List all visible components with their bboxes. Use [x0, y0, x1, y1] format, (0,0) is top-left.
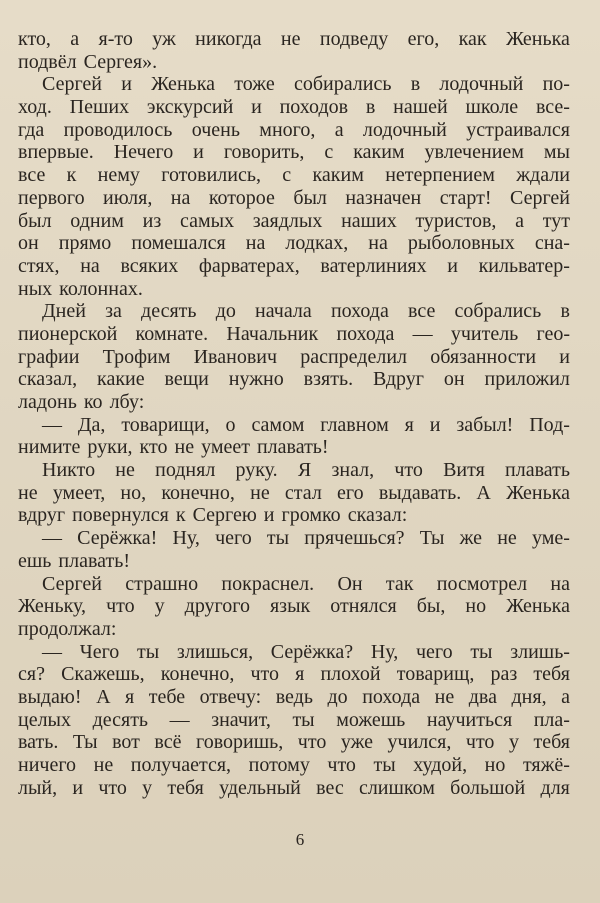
word: сказал: — [347, 504, 408, 527]
word: вдруг — [18, 504, 66, 527]
word: — — [412, 322, 433, 345]
word: Дней — [42, 300, 86, 323]
word: никогда — [195, 28, 262, 50]
word: отнялся — [330, 595, 397, 618]
word: уже — [340, 731, 374, 754]
text-line — [18, 210, 570, 233]
word: в — [560, 300, 570, 323]
word: — — [42, 527, 62, 550]
word: руку. — [235, 459, 278, 482]
word: кильватер- — [478, 254, 570, 277]
word: готовились, — [161, 164, 261, 187]
word: о — [225, 413, 236, 436]
word: графии — [18, 345, 80, 368]
word: другого — [184, 595, 250, 618]
word: ся? — [18, 663, 45, 686]
word: я — [404, 413, 414, 436]
word: Ну, — [172, 527, 200, 550]
word: кто, — [18, 28, 51, 50]
word: ты — [470, 640, 493, 663]
word: лбу: — [109, 391, 145, 413]
word: раз — [490, 663, 518, 686]
word: не — [93, 754, 114, 776]
word: я — [125, 685, 135, 708]
word: я-то — [98, 28, 133, 50]
word: сказал, — [18, 368, 78, 391]
word: Он — [337, 572, 363, 595]
text-line — [18, 119, 570, 142]
word: Сергей — [510, 186, 570, 209]
word: говорить, — [223, 141, 305, 164]
word: конечно, — [160, 663, 235, 686]
word: стал — [284, 481, 322, 504]
word: главном — [320, 413, 389, 436]
text-line — [18, 96, 570, 119]
word: все — [18, 164, 46, 187]
word: Женька — [505, 28, 570, 50]
word: нашей — [393, 96, 448, 119]
word: школе — [465, 96, 519, 119]
word: учился, — [387, 731, 452, 754]
word: получается, — [130, 754, 232, 776]
word: и — [193, 141, 204, 164]
word: нимите — [18, 436, 81, 459]
word: выдавать. — [378, 481, 462, 504]
word: целых — [18, 708, 71, 731]
word: до — [327, 685, 348, 708]
word: уме- — [531, 527, 570, 550]
word: у — [154, 595, 165, 618]
text-line — [18, 754, 570, 777]
text-line — [18, 414, 570, 437]
word: выдаю! — [18, 685, 82, 708]
word: его, — [407, 28, 440, 50]
text-line — [18, 777, 570, 800]
word: громко — [281, 504, 341, 527]
word: руки, — [87, 436, 133, 459]
word: он — [18, 232, 39, 255]
word: но — [484, 754, 506, 776]
word: фарватерах, — [198, 254, 300, 277]
word: до — [215, 300, 236, 323]
word: и — [251, 96, 262, 119]
word: конечно, — [161, 481, 235, 504]
word: как — [458, 28, 487, 50]
text-line — [18, 141, 570, 164]
word: что — [465, 731, 495, 754]
word: собрались — [454, 300, 542, 323]
word: с — [324, 141, 334, 164]
word: ешь — [18, 549, 52, 572]
word: повернулся — [72, 504, 169, 527]
word: Я — [297, 459, 312, 482]
word: подвёл — [18, 50, 77, 73]
word: и — [263, 504, 275, 527]
page-number: 6 — [295, 830, 305, 849]
word: по- — [542, 73, 570, 96]
word: рыболовных — [407, 232, 515, 255]
word: Витя — [443, 459, 485, 482]
word: у — [508, 731, 519, 754]
word: вот — [112, 731, 140, 754]
word: что — [394, 459, 423, 482]
word: обязанности — [430, 345, 537, 368]
text-line — [18, 686, 570, 709]
word: а — [70, 28, 80, 50]
text-line — [18, 255, 570, 278]
word: худой, — [413, 754, 468, 776]
word: нетерпением — [385, 164, 495, 187]
word: нему — [97, 164, 140, 187]
text-line — [18, 278, 570, 301]
word: тебя — [533, 663, 570, 686]
word: не — [250, 481, 270, 504]
word: уж — [152, 28, 176, 50]
word: Серёжка? — [270, 640, 354, 663]
word: Да, — [77, 413, 106, 436]
word: в — [365, 96, 376, 119]
word: много, — [259, 118, 316, 141]
word: на — [245, 232, 266, 255]
word: какие — [97, 368, 145, 391]
word: которое — [208, 186, 275, 209]
word: знал, — [331, 459, 375, 482]
word: — — [169, 708, 190, 731]
word: удельный — [219, 776, 301, 799]
word: что — [250, 663, 280, 686]
word: очень — [191, 118, 240, 141]
word: а — [515, 209, 525, 232]
word: на — [368, 232, 388, 255]
word: прячешься? — [304, 527, 405, 550]
text-line — [18, 595, 570, 618]
word: начала — [255, 300, 312, 323]
text-line — [18, 482, 570, 505]
word: умеет, — [52, 481, 106, 504]
word: Нечего — [113, 141, 174, 164]
word: похода — [362, 685, 421, 708]
word: ладонь — [18, 391, 77, 413]
word: потому — [248, 754, 310, 776]
word: первого — [18, 186, 85, 209]
word: покраснел. — [221, 572, 315, 595]
text-line — [18, 550, 570, 573]
word: Вдруг — [373, 368, 424, 391]
word: заядлых — [252, 209, 323, 232]
word: похода — [330, 300, 389, 323]
word: похода — [336, 322, 395, 345]
word: Под- — [529, 413, 570, 436]
word: Женька — [506, 595, 570, 618]
word: можешь — [336, 708, 406, 731]
word: комнате. — [135, 322, 209, 345]
word: вещи — [164, 368, 209, 391]
word: бы, — [416, 595, 446, 618]
word: проводилось — [63, 118, 173, 141]
word: ты — [137, 640, 160, 663]
word: всё — [154, 731, 182, 754]
text-line — [18, 663, 570, 686]
word: плавать — [505, 459, 570, 482]
word: что — [98, 776, 127, 799]
word: Ну, — [370, 640, 399, 663]
word: из — [142, 209, 162, 232]
word: ных — [18, 277, 53, 300]
word: ты — [292, 708, 315, 731]
word: два — [468, 685, 497, 708]
word: так — [385, 572, 414, 595]
word: и — [429, 413, 441, 436]
word: язык — [269, 595, 311, 618]
word: Трофим — [102, 345, 171, 368]
word: чего — [415, 640, 453, 663]
word: всяких — [120, 254, 179, 277]
word: его — [337, 481, 364, 504]
text-line — [18, 368, 570, 391]
word: за — [105, 300, 122, 323]
word: страшно — [125, 572, 199, 595]
word: тебя — [167, 776, 204, 799]
word: приложил — [484, 368, 570, 391]
word: Чего — [79, 640, 120, 663]
text-line — [18, 504, 570, 527]
text-line — [18, 28, 570, 51]
word: десять — [92, 708, 149, 731]
word: на — [550, 572, 570, 595]
word: взять. — [303, 368, 354, 391]
word: и — [72, 776, 84, 799]
word: научиться — [426, 708, 513, 731]
word: ватерлиниях — [320, 254, 427, 277]
word: пионерской — [18, 322, 118, 345]
word: учитель — [450, 322, 519, 345]
word: устраивался — [466, 118, 570, 141]
word: все- — [535, 96, 570, 119]
word: товарищ, — [396, 663, 475, 686]
word: гда — [18, 118, 45, 141]
word: у — [142, 776, 153, 799]
word: дня, — [511, 685, 547, 708]
word: ведь — [275, 685, 313, 708]
word: Сергея». — [83, 50, 158, 73]
word: лодках, — [285, 232, 349, 255]
word: походов — [279, 96, 349, 119]
word: был — [293, 186, 327, 209]
word: плавать! — [58, 549, 131, 572]
word: умеет — [201, 436, 250, 459]
text-line — [18, 51, 570, 74]
word: — — [42, 640, 62, 663]
word: ничего — [18, 754, 77, 776]
word: на — [170, 186, 191, 209]
word: на — [80, 254, 100, 277]
word: плавать! — [256, 436, 329, 459]
word: не — [497, 527, 517, 550]
word: в — [410, 73, 421, 96]
word: Сергею — [192, 504, 257, 527]
word: забыл! — [456, 413, 514, 436]
word: поднял — [155, 459, 216, 482]
word: что — [106, 595, 135, 618]
word: Пеших — [69, 96, 130, 119]
word: к — [66, 164, 77, 187]
word: к — [175, 504, 186, 527]
word: нужно — [228, 368, 284, 391]
word: лодочный — [439, 73, 524, 96]
text-line — [18, 232, 570, 255]
word: ты — [266, 527, 290, 550]
text-line — [18, 300, 570, 323]
word: злишься, — [176, 640, 254, 663]
word: — — [42, 413, 62, 436]
word: что — [297, 731, 327, 754]
word: слишком — [358, 776, 435, 799]
word: не — [280, 28, 301, 50]
text-line — [18, 164, 570, 187]
word: ждали — [516, 164, 570, 187]
word: тебя — [533, 731, 570, 754]
word: был — [18, 209, 52, 232]
word: но, — [120, 481, 147, 504]
word: я — [295, 663, 305, 686]
word: экскурсий — [146, 96, 234, 119]
word: товарищи, — [121, 413, 210, 436]
word: туристов, — [415, 209, 497, 232]
word: не — [115, 459, 135, 482]
word: прямо — [58, 232, 112, 255]
word: Никто — [42, 459, 96, 482]
word: и — [121, 73, 132, 96]
word: колоннах. — [59, 277, 143, 300]
word: сна- — [534, 232, 570, 255]
word: с — [282, 164, 292, 187]
word: же — [459, 527, 483, 550]
word: большой — [450, 776, 526, 799]
word: Ты — [72, 731, 98, 754]
text-line — [18, 641, 570, 664]
word: помешался — [131, 232, 226, 255]
word: Начальник — [226, 322, 319, 345]
word: ход. — [18, 96, 52, 119]
word: а — [561, 685, 570, 708]
text-line — [18, 346, 570, 369]
word: пла- — [533, 708, 570, 731]
word: и — [447, 254, 458, 277]
word: Женька — [151, 73, 216, 96]
text-line — [18, 187, 570, 210]
word: чего — [215, 527, 252, 550]
word: мы — [543, 141, 570, 164]
text-line — [18, 391, 570, 414]
word: злишь- — [510, 640, 570, 663]
text-line — [18, 618, 570, 641]
text-line — [18, 73, 570, 96]
word: десять — [141, 300, 197, 323]
word: ко — [83, 391, 103, 413]
text-line — [18, 436, 570, 459]
word: он — [443, 368, 465, 391]
word: наших — [341, 209, 397, 232]
word: тяжё- — [522, 754, 570, 776]
word: гео- — [536, 322, 570, 345]
word: Серёжка! — [77, 527, 158, 550]
word: не — [174, 436, 195, 459]
word: и — [559, 345, 570, 368]
word: но — [465, 595, 487, 618]
word: лый, — [18, 776, 58, 799]
word: все — [408, 300, 436, 323]
word: самых — [179, 209, 235, 232]
word: старт! — [439, 186, 492, 209]
word: А — [476, 481, 491, 504]
body-text — [18, 28, 570, 799]
word: Иванович — [193, 345, 278, 368]
word: увлечением — [424, 141, 524, 164]
word: а — [334, 118, 344, 141]
text-line — [18, 731, 570, 754]
text-line — [18, 573, 570, 596]
word: каким — [312, 164, 364, 187]
text-line — [18, 459, 570, 482]
word: июля, — [103, 186, 153, 209]
word: Женьку, — [18, 595, 87, 618]
text-line — [18, 709, 570, 732]
word: отвечу: — [199, 685, 262, 708]
word: не — [18, 481, 38, 504]
word: Сергей — [42, 572, 102, 595]
word: ты — [373, 754, 396, 776]
word: А — [96, 685, 111, 708]
word: лодочный — [362, 118, 447, 141]
word: собирались — [293, 73, 392, 96]
word: подведу — [319, 28, 389, 50]
word: для — [540, 776, 570, 799]
word: Сергей — [42, 73, 102, 96]
word: тут — [542, 209, 570, 232]
word: распределил — [300, 345, 408, 368]
word: впервые. — [18, 141, 94, 164]
text-line — [18, 323, 570, 346]
word: тебе — [148, 685, 186, 708]
word: не — [434, 685, 455, 708]
word: посмотрел — [436, 572, 528, 595]
word: продолжал: — [18, 617, 117, 640]
word: Ты — [419, 527, 445, 550]
word: каким — [353, 141, 405, 164]
word: плохой — [320, 663, 381, 686]
word: что — [327, 754, 356, 776]
word: Скажешь, — [61, 663, 145, 686]
word: значит, — [211, 708, 271, 731]
text-line — [18, 527, 570, 550]
word: вать. — [18, 731, 59, 754]
word: назначен — [345, 186, 422, 209]
word: кто — [139, 436, 168, 459]
word: говоришь, — [196, 731, 284, 754]
word: тоже — [234, 73, 275, 96]
word: вес — [316, 776, 344, 799]
word: одним — [70, 209, 124, 232]
word: самом — [251, 413, 305, 436]
word: Женька — [506, 481, 570, 504]
word: стях, — [18, 254, 60, 277]
